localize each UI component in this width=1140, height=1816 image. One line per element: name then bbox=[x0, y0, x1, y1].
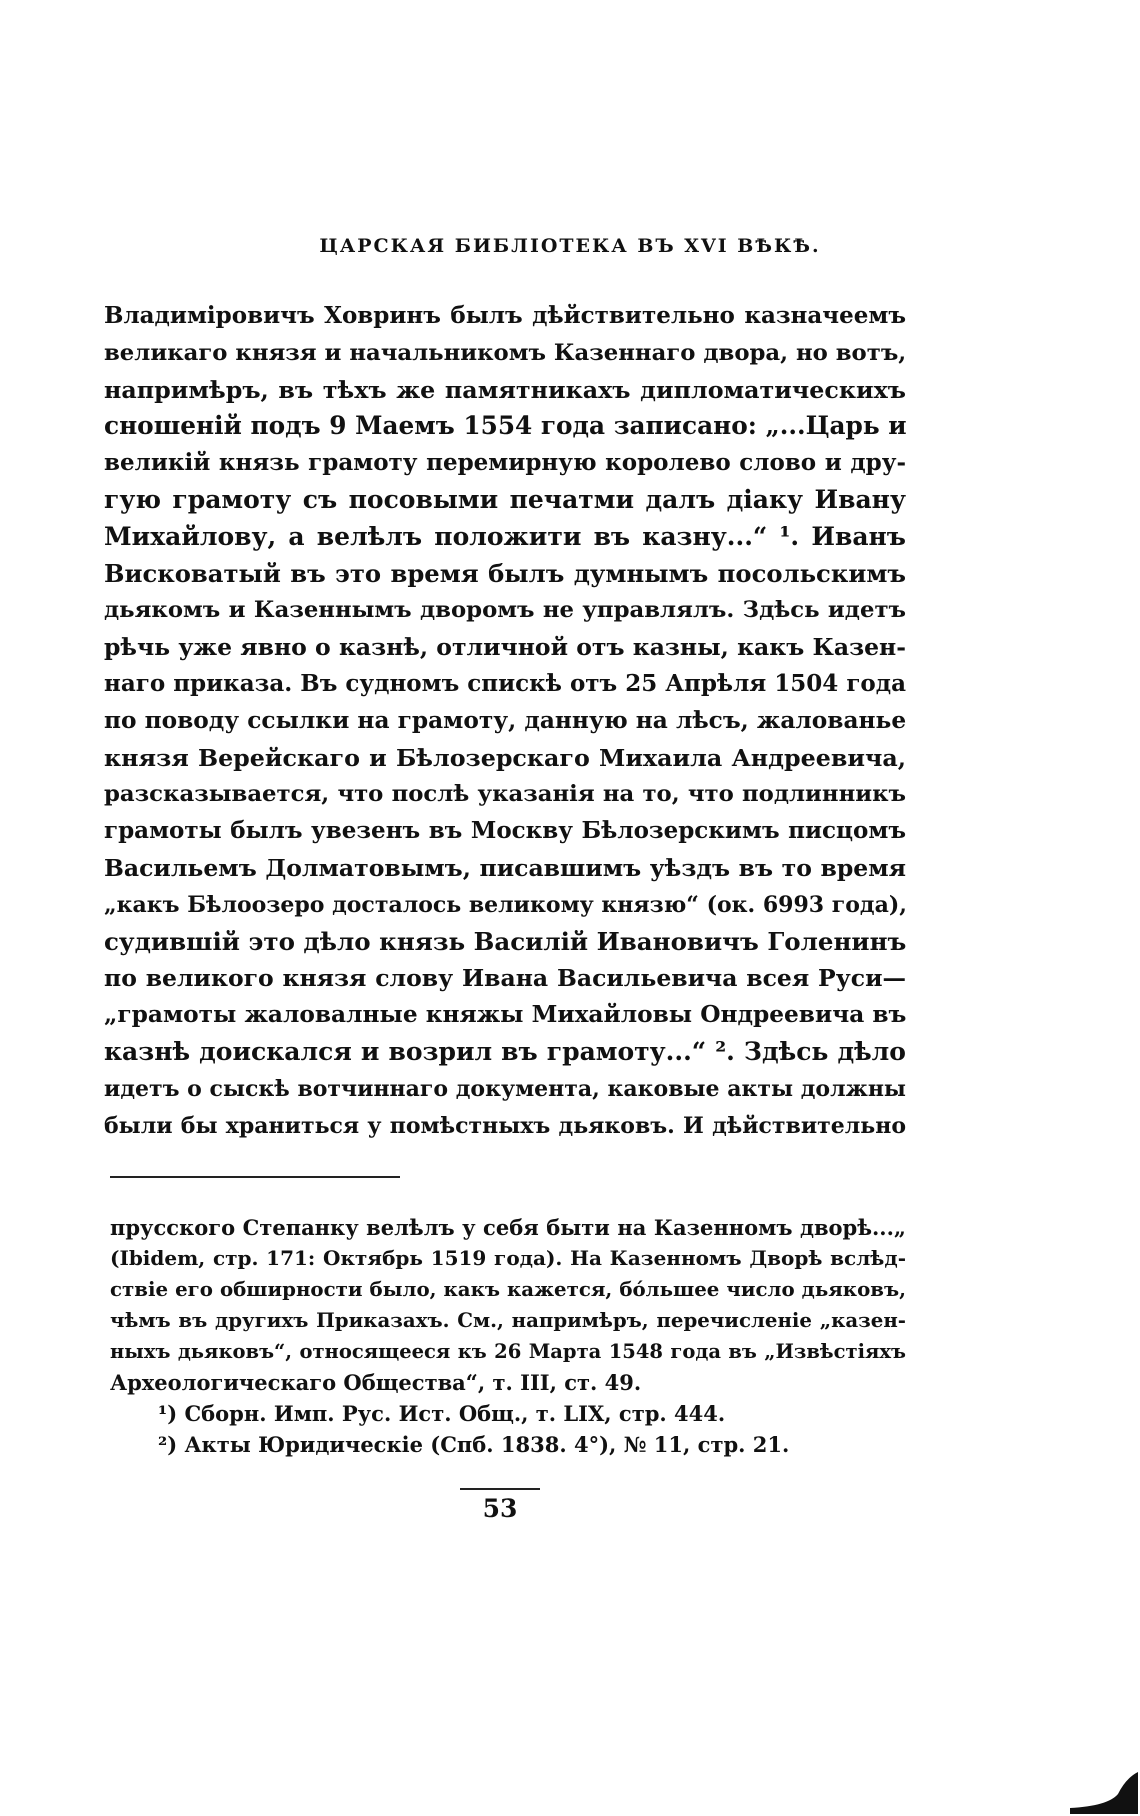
text-line: гую грамоту съ посовыми печатми далъ діаку Ивану bbox=[104, 484, 906, 514]
page-number: 53 bbox=[460, 1488, 540, 1523]
text-line: наго приказа. Въ судномъ спискѣ отъ 25 Апрѣля 1504 года bbox=[104, 669, 906, 697]
text-line: великаго князя и начальникомъ Казеннаго двора, но вотъ, bbox=[104, 339, 907, 366]
text-line: по великого князя слову Ивана Васильевича всея Руси— bbox=[104, 964, 906, 993]
text-line: идетъ о сыскѣ вотчиннаго документа, каковые акты должны bbox=[104, 1075, 906, 1102]
running-header: ЦАРСКАЯ БИБЛІОТЕКА ВЪ XVI ВѢКѢ. bbox=[319, 235, 821, 257]
text-line: по поводу ссылки на грамоту, данную на лѣсъ, жалованье bbox=[104, 706, 907, 734]
page-corner-mark bbox=[1068, 1768, 1140, 1816]
text-line: Владиміровичъ Ховринъ былъ дѣйствительно казначеемъ bbox=[104, 302, 906, 329]
text-line: князя Верейскаго и Бѣлозерскаго Михаила Андреевича, bbox=[104, 743, 906, 772]
footnote-line: чѣмъ въ другихъ Приказахъ. См., напримѣръ, перечисленіе „казен- bbox=[110, 1308, 906, 1332]
footnote-2: ²) Акты Юридическіе (Спб. 1838. 4°), № 11, стр. 21. bbox=[158, 1432, 790, 1457]
text-line: рѣчь уже явно о казнѣ, отличной отъ казны, какъ Казен- bbox=[104, 633, 906, 662]
footnotes bbox=[110, 1212, 906, 1460]
text-line: Васильемъ Долматовымъ, писавшимъ уѣздъ въ то время bbox=[104, 853, 906, 882]
text-line: напримѣръ, въ тѣхъ же памятникахъ дипломатическихъ bbox=[104, 375, 906, 404]
text-line: сношеній подъ 9 Маемъ 1554 года записано: „...Царь и bbox=[104, 411, 907, 441]
footnote-line: ствіе его обширности было, какъ кажется, бо́льшее число дьяковъ, bbox=[110, 1277, 906, 1301]
text-line: были бы храниться у помѣстныхъ дьяковъ. И дѣйствительно bbox=[104, 1112, 906, 1139]
text-line: разсказывается, что послѣ указанія на то, что подлинникъ bbox=[104, 781, 906, 808]
footnote-line: ныхъ дьяковъ“, относящееся къ 26 Марта 1548 года въ „Извѣстіяхъ bbox=[110, 1340, 906, 1363]
footnote-line: Археологическаго Общества“, т. III, ст. 49. bbox=[110, 1370, 642, 1395]
text-line: великій князь грамоту перемирную королево слово и дру- bbox=[104, 449, 906, 477]
footnote-divider bbox=[110, 1176, 400, 1178]
text-line: судившій это дѣло князь Василій Ивановичъ Голенинъ bbox=[104, 926, 907, 956]
text-line: „какъ Бѣлоозеро досталось великому князю“ (ок. 6993 года), bbox=[104, 891, 907, 918]
main-text bbox=[104, 298, 906, 1144]
text-line: Висковатый въ это время былъ думнымъ посольскимъ bbox=[104, 558, 906, 588]
text-line: Михайлову, а велѣлъ положити въ казну...“ ¹. Иванъ bbox=[104, 521, 906, 551]
text-line: дьякомъ и Казеннымъ дворомъ не управлялъ. Здѣсь идетъ bbox=[104, 597, 906, 624]
footnote-line: прусского Степанку велѣлъ у себя быти на Казенномъ дворѣ...„ bbox=[110, 1215, 906, 1240]
text-line: „грамоты жаловалные княжы Михайловы Ондреевича въ bbox=[104, 1001, 907, 1029]
footnote-line: (Ibidem, стр. 171: Октябрь 1519 года). На Казенномъ Дворѣ вслѣд- bbox=[110, 1246, 906, 1270]
footnote-1: ¹) Сборн. Имп. Рус. Ист. Общ., т. LIX, стр. 444. bbox=[158, 1401, 726, 1426]
text-line: грамоты былъ увезенъ въ Москву Бѣлозерскимъ писцомъ bbox=[104, 817, 906, 845]
text-line: казнѣ доискался и возрил въ грамоту...“ ². Здѣсь дѣло bbox=[104, 1036, 906, 1066]
